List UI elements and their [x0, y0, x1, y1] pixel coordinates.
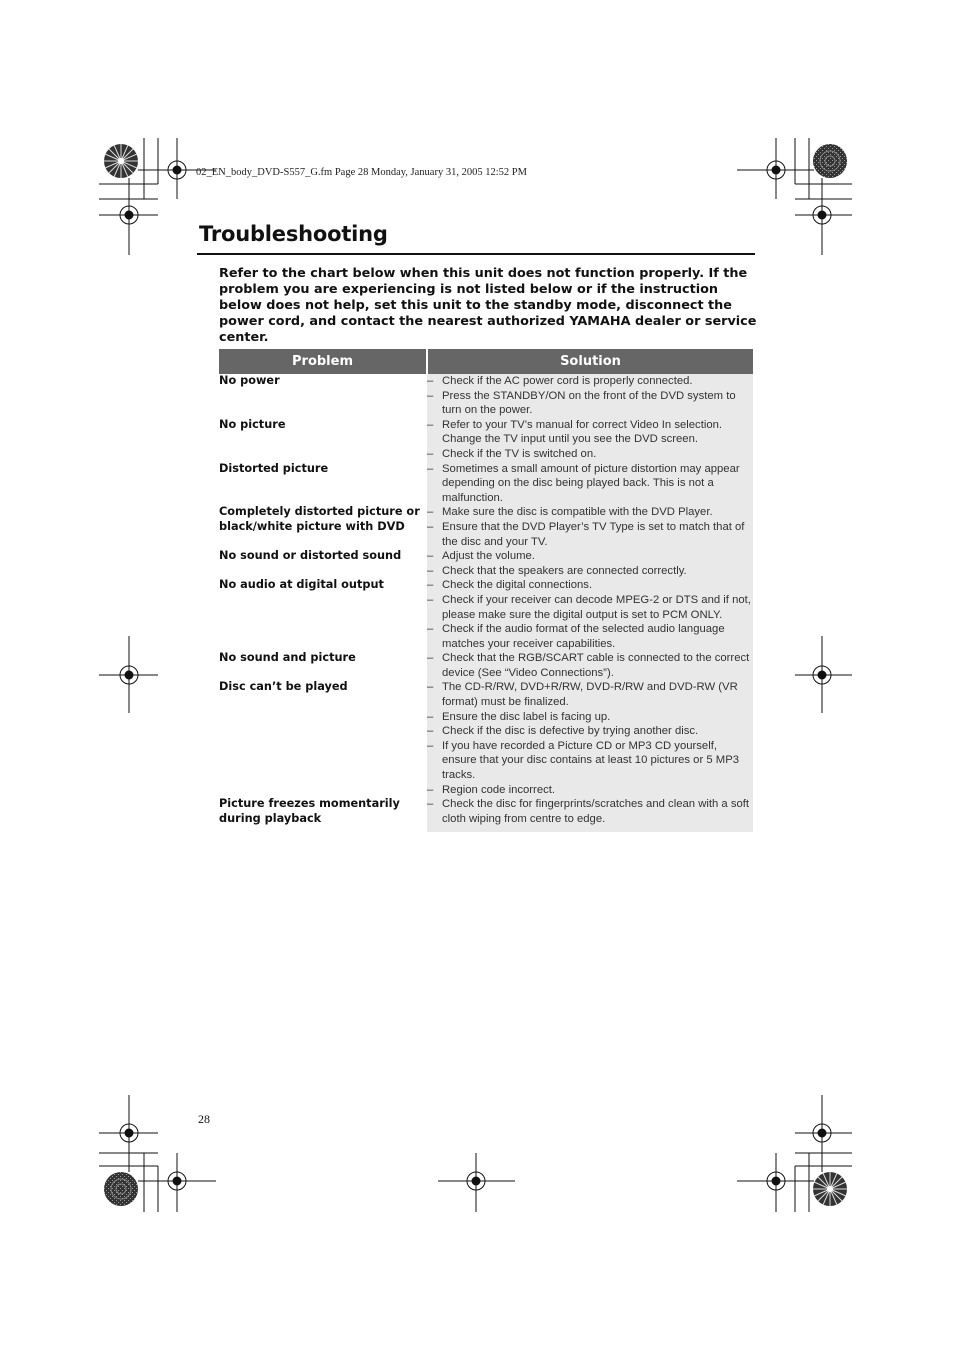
registration-mark-icon — [99, 178, 158, 255]
solution-item: – Sometimes a small amount of picture distortion may appear depending on the disc being played back. This is not a malfunction. — [427, 462, 753, 506]
solution-item: – Make sure the disc is compatible with the DVD Player. — [427, 505, 753, 520]
registration-mark-icon — [438, 1153, 515, 1212]
solution-cell — [427, 651, 753, 680]
solution-list — [427, 680, 753, 797]
solution-item: – Check if the disc is defective by trying another disc. — [427, 724, 753, 739]
solution-list — [427, 578, 753, 651]
table-row — [219, 549, 753, 578]
solution-item: – Check if the AC power cord is properly connected. — [427, 374, 753, 389]
solution-cell — [427, 505, 753, 549]
solution-item: – Check if your receiver can decode MPEG-2 or DTS and if not, please make sure the digital output is set to PCM ONLY. — [427, 593, 753, 622]
corner-target-icon — [813, 144, 847, 178]
solution-list — [427, 418, 753, 462]
solution-list — [427, 462, 753, 506]
solution-cell — [427, 680, 753, 797]
problem-cell: No picture — [219, 417, 286, 431]
registration-mark-icon — [99, 636, 158, 713]
title-rule — [197, 253, 755, 255]
problem-cell: Disc can’t be played — [219, 680, 348, 694]
problem-cell: No audio at digital output — [219, 578, 384, 592]
solution-list — [427, 797, 753, 826]
intro-paragraph: Refer to the chart below when this unit does not function properly. If the problem you are experiencing is not listed below or if the instruction below does not help, set this unit to the standby mode, disconnect the power cord, and contact the nearest authorized YAMAHA dealer or service center. — [219, 266, 757, 345]
solution-cell — [427, 578, 753, 651]
solution-cell — [427, 374, 753, 418]
solution-list — [427, 374, 753, 418]
solution-list — [427, 651, 753, 680]
registration-mark-icon — [99, 1095, 158, 1172]
problem-column-header: Problem — [219, 349, 427, 374]
solution-list — [427, 549, 753, 578]
solution-item: – The CD-R/RW, DVD+R/RW, DVD-R/RW and DVD-RW (VR format) must be finalized. — [427, 680, 753, 709]
table-row — [219, 680, 753, 797]
solution-item: – Ensure the disc label is facing up. — [427, 710, 753, 725]
solution-cell — [427, 549, 753, 578]
registration-mark-icon — [737, 1153, 814, 1212]
solution-item: – Ensure that the DVD Player’s TV Type is set to match that of the disc and your TV. — [427, 520, 753, 549]
solution-item: – Region code incorrect. — [427, 783, 753, 798]
problem-cell: Completely distorted picture or black/white picture with DVD — [219, 505, 420, 533]
solution-item: – Check that the RGB/SCART cable is connected to the correct device (See “Video Connections”). — [427, 651, 753, 680]
table-row — [219, 578, 753, 651]
solution-item: – Check that the speakers are connected correctly. — [427, 564, 753, 579]
solution-item: – Check if the audio format of the selected audio language matches your receiver capabilities. — [427, 622, 753, 651]
corner-target-icon — [104, 1172, 138, 1206]
solution-item: – Check the disc for fingerprints/scratches and clean with a soft cloth wiping from centre to edge. — [427, 797, 753, 826]
registration-mark-icon — [737, 138, 814, 199]
corner-target-icon — [104, 144, 138, 178]
table-row — [219, 374, 753, 418]
solution-list — [427, 505, 753, 549]
problem-cell: No power — [219, 374, 280, 387]
solution-cell — [427, 462, 753, 506]
table-row — [219, 651, 753, 680]
solution-item: – Check if the TV is switched on. — [427, 447, 753, 462]
solution-item: – Press the STANDBY/ON on the front of the DVD system to turn on the power. — [427, 389, 753, 418]
page-number: 28 — [198, 1112, 210, 1126]
problem-cell: Distorted picture — [219, 461, 329, 475]
registration-mark-icon — [795, 178, 852, 255]
table-row — [219, 418, 753, 462]
solution-cell — [427, 418, 753, 462]
page-title: Troubleshooting — [199, 222, 388, 246]
registration-mark-icon — [795, 1095, 852, 1172]
file-header: 02_EN_body_DVD-S557_G.fm Page 28 Monday, January 31, 2005 12:52 PM — [196, 167, 527, 178]
problem-cell: Picture freezes momentarily during playback — [219, 797, 400, 825]
solution-item: – Adjust the volume. — [427, 549, 753, 564]
table-row — [219, 462, 753, 506]
solution-cell — [427, 797, 753, 832]
problem-cell: No sound and picture — [219, 651, 356, 665]
solution-item: – Check the digital connections. — [427, 578, 753, 593]
table-header-row — [219, 349, 753, 374]
table-row — [219, 797, 753, 832]
troubleshooting-table — [219, 349, 753, 832]
registration-mark-icon — [795, 636, 852, 713]
solution-item: – If you have recorded a Picture CD or MP3 CD yourself, ensure that your disc contains at least 10 pictures or 5 MP3 tracks. — [427, 739, 753, 783]
registration-mark-icon — [138, 1153, 216, 1212]
corner-target-icon — [813, 1172, 847, 1206]
solution-column-header: Solution — [427, 349, 753, 374]
problem-cell: No sound or distorted sound — [219, 549, 402, 563]
table-row — [219, 505, 753, 549]
solution-item: – Refer to your TV’s manual for correct Video In selection. Change the TV input until you see the DVD screen. — [427, 418, 753, 447]
